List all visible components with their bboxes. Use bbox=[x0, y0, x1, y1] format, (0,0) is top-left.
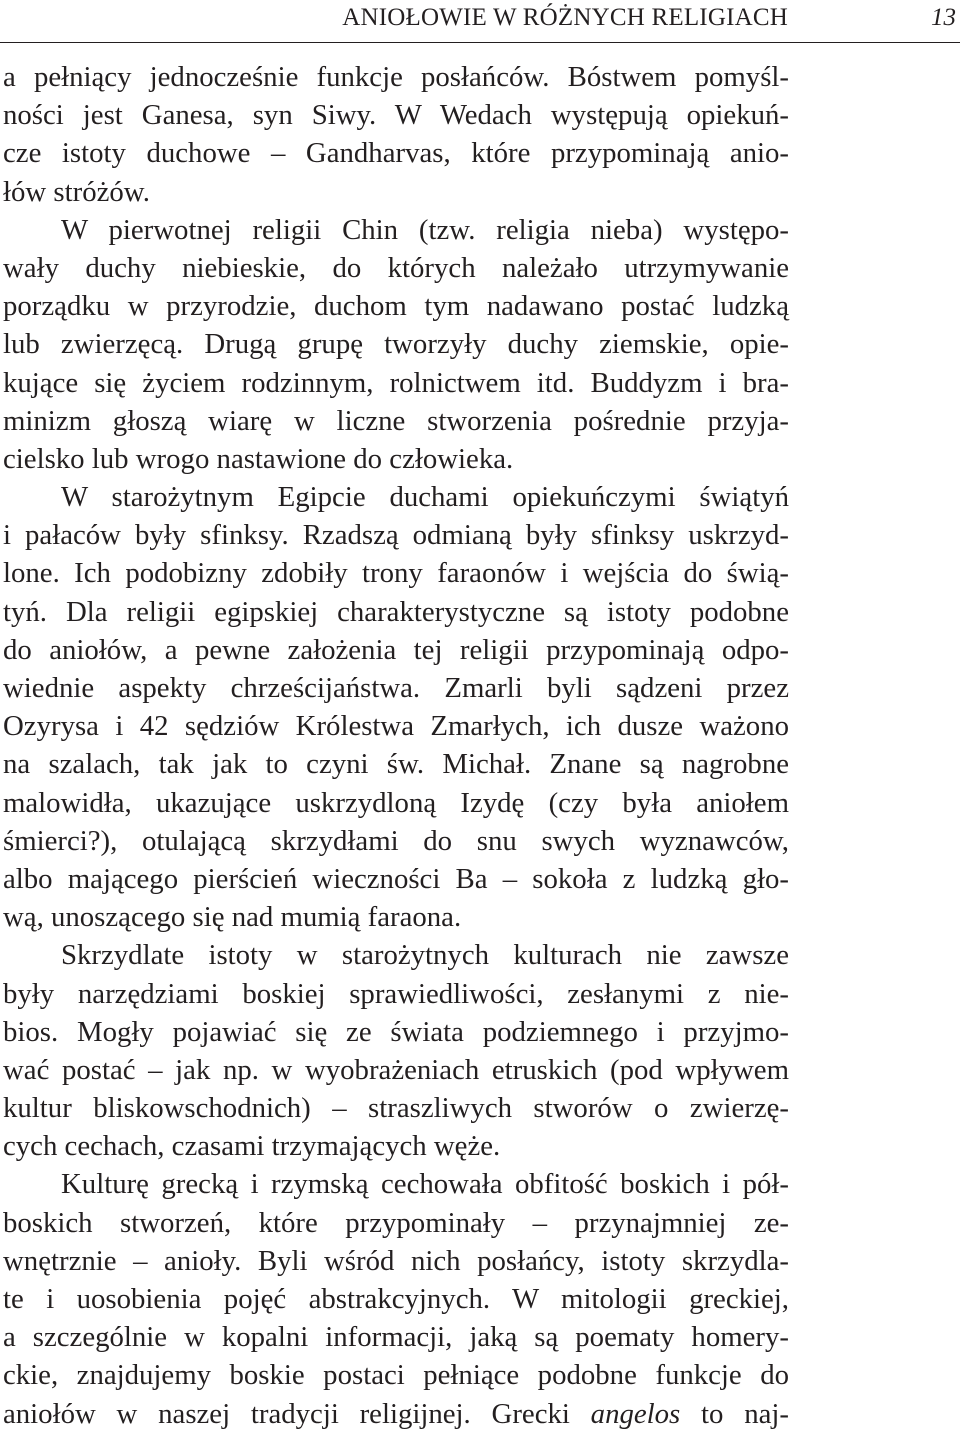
text-line: Ozyrysa i 42 sędziów Królestwa Zmarłych, ich dusze ważono bbox=[3, 710, 789, 743]
text-line: porządku w przyrodzie, duchom tym nadawano postać ludzką bbox=[3, 290, 789, 323]
text-line: bios. Mogły pojawiać się ze świata podziemnego i przyjmo- bbox=[3, 1015, 789, 1048]
text-line: Kulturę grecką i rzymską cechowała obfitość boskich i pół- bbox=[61, 1168, 789, 1201]
running-header bbox=[0, 0, 960, 43]
chapter-title: ANIOŁOWIE W RÓŻNYCH RELIGIACH bbox=[342, 4, 788, 31]
text-line: W pierwotnej religii Chin (tzw. religia nieba) występo- bbox=[61, 213, 789, 246]
text-line: cze istoty duchowe – Gandharvas, które przypominają anio- bbox=[3, 137, 789, 170]
text-line: kujące się życiem rodzinnym, rolnictwem itd. Buddyzm i bra- bbox=[3, 366, 789, 399]
text-line: boskich stworzeń, które przypominały – przynajmniej ze- bbox=[3, 1206, 789, 1239]
text-line: W starożytnym Egipcie duchami opiekuńczymi świątyń bbox=[61, 481, 789, 514]
text-line: wnętrznie – anioły. Byli wśród nich posłańcy, istoty skrzydla- bbox=[3, 1244, 789, 1277]
page-number: 13 bbox=[931, 4, 956, 31]
text-line: wały duchy niebieskie, do których należało utrzymywanie bbox=[3, 251, 789, 284]
text-line: te i uosobienia pojęć abstrakcyjnych. W mitologii greckiej, bbox=[3, 1283, 789, 1315]
text-line: do aniołów, a pewne założenia tej religii przypominają odpo- bbox=[3, 633, 789, 666]
text-line: wiednie aspekty chrześcijaństwa. Zmarli byli sądzeni przez bbox=[3, 672, 789, 704]
text-line: Skrzydlate istoty w starożytnych kulturach nie zawsze bbox=[61, 939, 789, 972]
text-segment: aniołów w naszej tradycji religijnej. Grecki bbox=[3, 1397, 570, 1430]
text-segment: to naj- bbox=[701, 1397, 789, 1430]
body-text bbox=[3, 58, 789, 1433]
text-line: malowidła, ukazujące uskrzydloną Izydę (czy była aniołem bbox=[3, 786, 789, 819]
text-line: na szalach, tak jak to czyni św. Michał. Znane są nagrobne bbox=[3, 748, 789, 781]
text-line: lub zwierzęcą. Drugą grupę tworzyły duchy ziemskie, opie- bbox=[3, 328, 789, 361]
text-line: były narzędziami boskiej sprawiedliwości, zesłanymi z nie- bbox=[3, 977, 789, 1010]
text-line: tyń. Dla religii egipskiej charakterystyczne są istoty podobne bbox=[3, 595, 789, 628]
text-line: cielsko lub wrogo nastawione do człowieka. bbox=[3, 442, 514, 475]
text-line: albo mającego pierścień wieczności Ba – sokoła z ludzką gło- bbox=[3, 862, 789, 895]
text-line: kultur bliskowschodnich) – straszliwych stworów o zwierzę- bbox=[3, 1092, 789, 1125]
text-line: łów stróżów. bbox=[3, 175, 150, 208]
text-line: a pełniący jednocześnie funkcje posłańców. Bóstwem pomyśl- bbox=[3, 61, 789, 93]
text-line: lone. Ich podobizny zdobiły trony faraonów i wejścia do świą- bbox=[3, 557, 789, 590]
text-line: i pałaców były sfinksy. Rzadszą odmianą były sfinksy uskrzyd- bbox=[3, 519, 789, 552]
text-line: ności jest Ganesa, syn Siwy. W Wedach występują opiekuń- bbox=[3, 99, 789, 132]
text-line bbox=[3, 1395, 789, 1433]
text-line: a szczególnie w kopalni informacji, jaką są poematy homery- bbox=[3, 1321, 789, 1354]
text-line: wać postać – jak np. w wyobrażeniach etruskich (pod wpływem bbox=[3, 1053, 789, 1086]
italic-term: angelos bbox=[590, 1397, 681, 1430]
text-line: ckie, znajdujemy boskie postaci pełniące podobne funkcje do bbox=[3, 1359, 789, 1392]
text-line: śmierci?), otulającą skrzydłami do snu swych wyznawców, bbox=[3, 824, 789, 857]
text-line: minizm głoszą wiarę w liczne stworzenia pośrednie przyja- bbox=[3, 404, 789, 437]
text-line: wą, unoszącego się nad mumią faraona. bbox=[3, 901, 462, 934]
text-line: cych cechach, czasami trzymających węże. bbox=[3, 1130, 501, 1163]
